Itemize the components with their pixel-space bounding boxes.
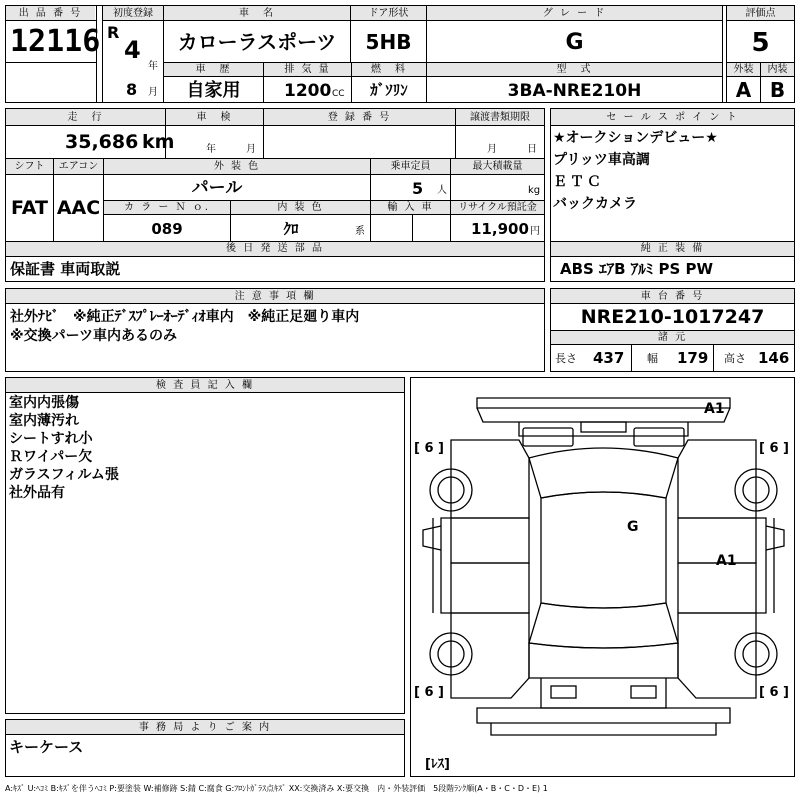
tire-mark-rl: [ 6 ]: [414, 685, 444, 700]
notes-line-2: ※交換パーツ車内あるのみ: [10, 328, 178, 344]
era: R: [107, 23, 120, 42]
year: 4: [124, 36, 141, 64]
import-label: 輸 入 車: [387, 202, 434, 213]
colorno-label: カ ラ ー Ｎ ｏ.: [124, 202, 210, 213]
legend-text: A:ｷｽﾞ U:ﾍｺﾐ B:ｷｽﾞを伴うﾍｺﾐ P:要塗装 W:補修跡 S:錆 C:腐食 G:ﾌﾛﾝﾄｶﾞﾗｽ点ｷｽﾞ XX:交換済み X:要交換 内・外装評価 5段階ﾗﾝｸ順(A・B・C・D・E) 1: [5, 784, 548, 793]
transfer-label: 譲渡書類期限: [470, 112, 530, 123]
reg-label: 登 録 番 号: [327, 112, 392, 123]
width-value: 179: [677, 349, 709, 367]
notes-line-1: 社外ﾅﾋﾞ ※純正ﾃﾞｽﾌﾟﾚｰｵｰﾃﾞｨｵ車内 ※純正足廻り車内: [10, 309, 360, 325]
score-value: 5: [751, 28, 770, 58]
inspector-label: 検 査 員 記 入 欄: [156, 380, 254, 391]
int-grade: B: [769, 78, 786, 102]
chassis-number: NRE210-1017247: [580, 306, 765, 328]
notes-label: 注 意 事 項 欄: [234, 291, 316, 302]
history-label: 車 歴: [195, 64, 232, 75]
inspector-line-3: シートすれ小: [9, 431, 93, 447]
sales-point-label: セ ー ル ス ポ イ ン ト: [606, 112, 739, 123]
fuel-label: 燃 料: [371, 64, 407, 75]
recycle-value: 11,900: [471, 220, 529, 238]
lot-number: 12116: [10, 24, 101, 59]
sales-line-3: ＥＴＣ: [553, 174, 604, 190]
grade-label: グ レ ー ド: [542, 8, 607, 19]
length-value: 437: [593, 349, 625, 367]
later-parts-label: 後 日 発 送 部 品: [226, 243, 324, 254]
history-value: 自家用: [186, 80, 241, 101]
car-name-label: 車 名: [239, 8, 275, 19]
damage-mark-glass: G: [627, 519, 639, 535]
damage-diagram: [410, 377, 795, 777]
fuel-value: ｶﾞｿﾘﾝ: [370, 81, 408, 99]
month-unit: 月: [148, 87, 158, 98]
score-label: 評価点: [745, 8, 776, 19]
lot-label: 出 品 番 号: [18, 8, 83, 19]
model-label: 型 式: [556, 64, 593, 75]
insp-month-unit: 月: [246, 144, 256, 155]
recycle-unit: 円: [530, 226, 540, 237]
genuine-label: 純 正 装 備: [640, 243, 705, 254]
mileage-value: 35,686: [65, 131, 139, 153]
car-body-diagram: [411, 378, 796, 778]
interior-value: ｸﾛ: [283, 220, 299, 238]
office-label: 事 務 局 よ り ご 案 内: [138, 722, 272, 733]
color-label: 外 装 色: [213, 161, 261, 172]
sales-line-1: ★オークションデビュー★: [553, 130, 718, 146]
capacity-value: 5: [412, 179, 424, 198]
tire-mark-fl: [ 6 ]: [414, 441, 444, 456]
disp-unit: CC: [332, 89, 345, 99]
spare-tire-mark: [ﾚｽ]: [425, 757, 450, 772]
genuine-items: ABS ｴｱB ｱﾙﾐ PS PW: [560, 260, 714, 278]
first-reg-label: 初度登録: [113, 8, 153, 19]
office-text: キーケース: [9, 738, 84, 756]
recycle-label: リサイクル預託金: [458, 202, 537, 213]
int-label: 内装: [767, 64, 788, 75]
width-label: 幅: [647, 352, 658, 365]
shift-label: シフト: [14, 161, 45, 172]
sales-line-2: プリッツ車高調: [553, 152, 650, 168]
tr-day-unit: 日: [527, 144, 537, 155]
interior-unit: 系: [355, 226, 365, 237]
door-type: 5HB: [365, 30, 412, 54]
displacement: 1200: [284, 81, 332, 101]
inspector-line-2: 室内薄汚れ: [9, 413, 79, 429]
maxload-unit: kg: [528, 185, 541, 196]
damage-mark-front: A1: [704, 401, 725, 417]
tire-mark-rr: [ 6 ]: [759, 685, 789, 700]
inspection-label: 車 検: [196, 112, 233, 123]
car-name: カローラスポーツ: [177, 30, 337, 54]
insp-year-unit: 年: [206, 144, 216, 155]
month: 8: [126, 80, 138, 99]
ext-grade: A: [735, 78, 752, 102]
height-value: 146: [758, 349, 790, 367]
length-label: 長さ: [555, 352, 577, 365]
colorno-value: 089: [151, 220, 183, 238]
capacity-unit: 人: [437, 185, 447, 196]
ext-label: 外装: [733, 64, 754, 75]
height-label: 高さ: [724, 352, 746, 365]
maxload-label: 最大積載量: [472, 161, 523, 172]
tr-month-unit: 月: [487, 144, 497, 155]
ac-value: AAC: [56, 197, 101, 219]
tire-mark-fr: [ 6 ]: [759, 441, 789, 456]
dims-label: 諸 元: [657, 332, 688, 343]
later-parts-value: 保証書 車両取説: [10, 260, 121, 278]
disp-label: 排 気 量: [284, 64, 331, 75]
inspector-line-1: 室内内張傷: [9, 395, 79, 411]
year-unit: 年: [148, 61, 158, 72]
inspector-line-5: ガラスフィルム張: [9, 467, 119, 483]
capacity-label: 乗車定員: [390, 161, 431, 172]
door-label: ドア形状: [368, 8, 409, 19]
interior-label: 内 装 色: [277, 202, 324, 213]
inspector-line-6: 社外品有: [9, 485, 65, 501]
chassis-label: 車 台 番 号: [640, 291, 705, 302]
color-value: パール: [191, 178, 243, 198]
model-code: 3BA-NRE210H: [507, 81, 642, 101]
mileage-unit: km: [142, 131, 175, 153]
shift-value: FAT: [11, 197, 48, 219]
ac-label: エアコン: [58, 161, 99, 172]
damage-mark-right-door: A1: [716, 553, 737, 569]
sales-line-4: バックカメラ: [553, 196, 637, 212]
mileage-label: 走 行: [67, 112, 104, 123]
grade-value: G: [565, 30, 584, 55]
inspector-line-4: Ｒワイパー欠: [9, 449, 93, 465]
